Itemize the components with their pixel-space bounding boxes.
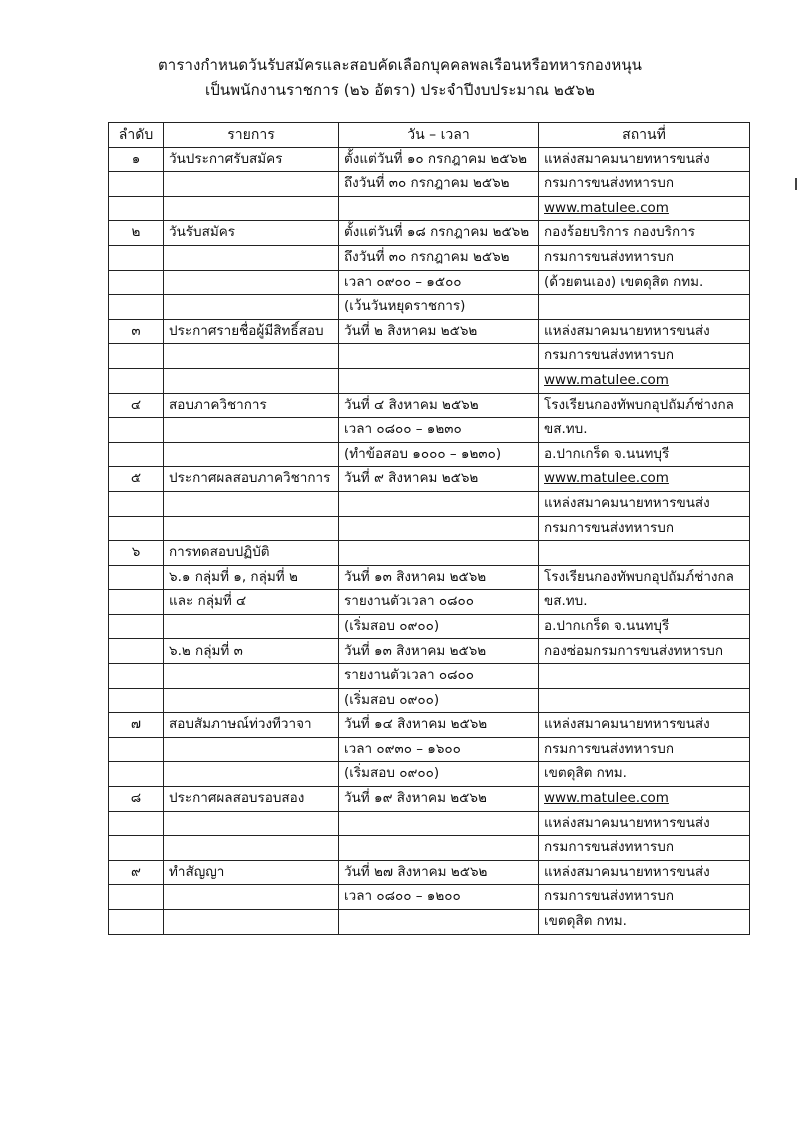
cell-item: สอบภาควิชาการ — [164, 393, 339, 418]
cell-datetime: เวลา ๐๙๓๐ – ๑๖๐๐ — [339, 737, 539, 762]
table-row — [109, 836, 750, 861]
cell-item: ๖.๒ กลุ่มที่ ๓ — [164, 639, 339, 664]
cell-no — [109, 639, 164, 664]
cell-datetime: วันที่ ๔ สิงหาคม ๒๕๖๒ — [339, 393, 539, 418]
cell-no — [109, 295, 164, 320]
cell-item — [164, 885, 339, 910]
cell-no: ๕ — [109, 467, 164, 492]
cell-item — [164, 836, 339, 861]
cell-item — [164, 688, 339, 713]
table-row — [109, 368, 750, 393]
cell-place: แหล่งสมาคมนายทหารขนส่ง — [539, 319, 750, 344]
table-row — [109, 762, 750, 787]
cell-place[interactable]: www.matulee.com — [539, 787, 750, 812]
cell-place: แหล่งสมาคมนายทหารขนส่ง — [539, 713, 750, 738]
table-row — [109, 344, 750, 369]
cell-place: กรมการขนส่งทหารบก — [539, 836, 750, 861]
cell-place: อ.ปากเกร็ด จ.นนทบุรี — [539, 442, 750, 467]
table-row — [109, 221, 750, 246]
cell-place: กองซ่อมกรมการขนส่งทหารบก — [539, 639, 750, 664]
cell-place[interactable]: www.matulee.com — [539, 368, 750, 393]
table-row — [109, 196, 750, 221]
cell-place — [539, 688, 750, 713]
table-row — [109, 516, 750, 541]
cell-place: กรมการขนส่งทหารบก — [539, 344, 750, 369]
cell-item — [164, 664, 339, 689]
cell-datetime: (เริ่มสอบ ๐๙๐๐) — [339, 762, 539, 787]
table-row — [109, 590, 750, 615]
cell-no: ๗ — [109, 713, 164, 738]
cell-place: กรมการขนส่งทหารบก — [539, 245, 750, 270]
table-row — [109, 467, 750, 492]
cell-item: วันประกาศรับสมัคร — [164, 147, 339, 172]
cell-no — [109, 565, 164, 590]
cell-item — [164, 418, 339, 443]
cell-no — [109, 172, 164, 197]
cell-place: อ.ปากเกร็ด จ.นนทบุรี — [539, 614, 750, 639]
cell-item — [164, 245, 339, 270]
cell-datetime — [339, 516, 539, 541]
cell-item — [164, 811, 339, 836]
cell-item — [164, 172, 339, 197]
cell-datetime — [339, 196, 539, 221]
table-row — [109, 172, 750, 197]
table-row — [109, 393, 750, 418]
cell-place[interactable]: www.matulee.com — [539, 467, 750, 492]
scan-edge-mark — [795, 178, 797, 190]
cell-item: การทดสอบปฏิบัติ — [164, 541, 339, 566]
cell-place[interactable]: www.matulee.com — [539, 196, 750, 221]
cell-no — [109, 910, 164, 935]
cell-place — [539, 541, 750, 566]
cell-datetime — [339, 836, 539, 861]
table-row — [109, 295, 750, 320]
cell-datetime: รายงานตัวเวลา ๐๘๐๐ — [339, 590, 539, 615]
cell-place: แหล่งสมาคมนายทหารขนส่ง — [539, 860, 750, 885]
table-row — [109, 860, 750, 885]
cell-item: ๖.๑ กลุ่มที่ ๑, กลุ่มที่ ๒ — [164, 565, 339, 590]
cell-no — [109, 516, 164, 541]
cell-datetime: (เริ่มสอบ ๐๙๐๐) — [339, 688, 539, 713]
cell-no: ๓ — [109, 319, 164, 344]
document-title-line-2: เป็นพนักงานราชการ (๒๖ อัตรา) ประจำปีงบประมาณ ๒๕๖๒ — [205, 81, 595, 99]
table-row — [109, 270, 750, 295]
table-row — [109, 442, 750, 467]
cell-datetime — [339, 910, 539, 935]
table-row — [109, 787, 750, 812]
cell-place — [539, 295, 750, 320]
cell-datetime: ตั้งแต่วันที่ ๑๐ กรกฎาคม ๒๕๖๒ — [339, 147, 539, 172]
cell-no — [109, 442, 164, 467]
cell-no — [109, 836, 164, 861]
cell-item — [164, 295, 339, 320]
table-row — [109, 147, 750, 172]
cell-item — [164, 344, 339, 369]
cell-item — [164, 196, 339, 221]
cell-item — [164, 910, 339, 935]
cell-no: ๑ — [109, 147, 164, 172]
cell-no — [109, 245, 164, 270]
cell-datetime: (เว้นวันหยุดราชการ) — [339, 295, 539, 320]
table-row — [109, 713, 750, 738]
cell-datetime: วันที่ ๙ สิงหาคม ๒๕๖๒ — [339, 467, 539, 492]
cell-place: กรมการขนส่งทหารบก — [539, 172, 750, 197]
table-row — [109, 688, 750, 713]
table-row — [109, 614, 750, 639]
cell-place: กรมการขนส่งทหารบก — [539, 516, 750, 541]
cell-no — [109, 737, 164, 762]
cell-item: สอบสัมภาษณ์ท่วงทีวาจา — [164, 713, 339, 738]
cell-no — [109, 368, 164, 393]
table-header-row — [109, 123, 750, 148]
cell-item: ประกาศผลสอบภาควิชาการ — [164, 467, 339, 492]
cell-datetime: (ทำข้อสอบ ๑๐๐๐ – ๑๒๓๐) — [339, 442, 539, 467]
cell-place: เขตดุสิต กทม. — [539, 910, 750, 935]
cell-no: ๘ — [109, 787, 164, 812]
cell-no: ๒ — [109, 221, 164, 246]
table-row — [109, 491, 750, 516]
cell-item: ประกาศผลสอบรอบสอง — [164, 787, 339, 812]
cell-datetime: รายงานตัวเวลา ๐๘๐๐ — [339, 664, 539, 689]
table-row — [109, 541, 750, 566]
cell-no — [109, 811, 164, 836]
cell-place: แหล่งสมาคมนายทหารขนส่ง — [539, 811, 750, 836]
cell-datetime — [339, 811, 539, 836]
cell-place: (ด้วยตนเอง) เขตดุสิต กทม. — [539, 270, 750, 295]
cell-place: แหล่งสมาคมนายทหารขนส่ง — [539, 147, 750, 172]
table-row — [109, 664, 750, 689]
cell-no: ๖ — [109, 541, 164, 566]
column-header-item: รายการ — [164, 123, 339, 148]
table-row — [109, 245, 750, 270]
cell-item: และ กลุ่มที่ ๔ — [164, 590, 339, 615]
table-row — [109, 319, 750, 344]
cell-datetime: ถึงวันที่ ๓๐ กรกฎาคม ๒๕๖๒ — [339, 172, 539, 197]
cell-no: ๔ — [109, 393, 164, 418]
cell-datetime: (เริ่มสอบ ๐๙๐๐) — [339, 614, 539, 639]
cell-datetime: เวลา ๐๘๐๐ – ๑๒๓๐ — [339, 418, 539, 443]
cell-place: แหล่งสมาคมนายทหารขนส่ง — [539, 491, 750, 516]
cell-item — [164, 491, 339, 516]
cell-datetime — [339, 368, 539, 393]
cell-no — [109, 344, 164, 369]
cell-no — [109, 762, 164, 787]
table-row — [109, 885, 750, 910]
table-row — [109, 910, 750, 935]
cell-datetime: วันที่ ๑๔ สิงหาคม ๒๕๖๒ — [339, 713, 539, 738]
cell-item — [164, 516, 339, 541]
cell-no — [109, 885, 164, 910]
table-row — [109, 639, 750, 664]
table-row — [109, 737, 750, 762]
cell-item — [164, 270, 339, 295]
cell-no — [109, 418, 164, 443]
cell-place — [539, 664, 750, 689]
cell-item: ทำสัญญา — [164, 860, 339, 885]
cell-place: กองร้อยบริการ กองบริการ — [539, 221, 750, 246]
cell-datetime: เวลา ๐๙๐๐ – ๑๕๐๐ — [339, 270, 539, 295]
table-row — [109, 811, 750, 836]
cell-item: วันรับสมัคร — [164, 221, 339, 246]
cell-no — [109, 664, 164, 689]
column-header-place: สถานที่ — [539, 123, 750, 148]
cell-place: เขตดุสิต กทม. — [539, 762, 750, 787]
cell-datetime: เวลา ๐๘๐๐ – ๑๒๐๐ — [339, 885, 539, 910]
cell-datetime — [339, 541, 539, 566]
column-header-datetime: วัน – เวลา — [339, 123, 539, 148]
cell-no — [109, 196, 164, 221]
cell-no — [109, 590, 164, 615]
cell-no — [109, 491, 164, 516]
cell-place: โรงเรียนกองทัพบกอุปถัมภ์ช่างกล — [539, 565, 750, 590]
cell-place: ขส.ทบ. — [539, 590, 750, 615]
cell-datetime: วันที่ ๒๗ สิงหาคม ๒๕๖๒ — [339, 860, 539, 885]
cell-datetime — [339, 344, 539, 369]
cell-place: โรงเรียนกองทัพบกอุปถัมภ์ช่างกล — [539, 393, 750, 418]
cell-no — [109, 614, 164, 639]
cell-place: กรมการขนส่งทหารบก — [539, 737, 750, 762]
cell-item — [164, 614, 339, 639]
schedule-table — [108, 122, 750, 935]
table-row — [109, 418, 750, 443]
cell-datetime: วันที่ ๒ สิงหาคม ๒๕๖๒ — [339, 319, 539, 344]
cell-place: ขส.ทบ. — [539, 418, 750, 443]
cell-datetime: วันที่ ๑๙ สิงหาคม ๒๕๖๒ — [339, 787, 539, 812]
table-row — [109, 565, 750, 590]
cell-item: ประกาศรายชื่อผู้มีสิทธิ์สอบ — [164, 319, 339, 344]
cell-no — [109, 270, 164, 295]
cell-datetime: วันที่ ๑๓ สิงหาคม ๒๕๖๒ — [339, 565, 539, 590]
cell-datetime — [339, 491, 539, 516]
cell-no: ๙ — [109, 860, 164, 885]
cell-datetime: วันที่ ๑๓ สิงหาคม ๒๕๖๒ — [339, 639, 539, 664]
cell-no — [109, 688, 164, 713]
cell-item — [164, 762, 339, 787]
document-title-line-1: ตารางกำหนดวันรับสมัครและสอบคัดเลือกบุคคลพลเรือนหรือทหารกองหนุน — [157, 56, 643, 74]
cell-item — [164, 368, 339, 393]
cell-item — [164, 442, 339, 467]
cell-place: กรมการขนส่งทหารบก — [539, 885, 750, 910]
cell-datetime: ถึงวันที่ ๓๐ กรกฎาคม ๒๕๖๒ — [339, 245, 539, 270]
cell-datetime: ตั้งแต่วันที่ ๑๘ กรกฎาคม ๒๕๖๒ — [339, 221, 539, 246]
cell-item — [164, 737, 339, 762]
column-header-no: ลำดับ — [109, 123, 164, 148]
